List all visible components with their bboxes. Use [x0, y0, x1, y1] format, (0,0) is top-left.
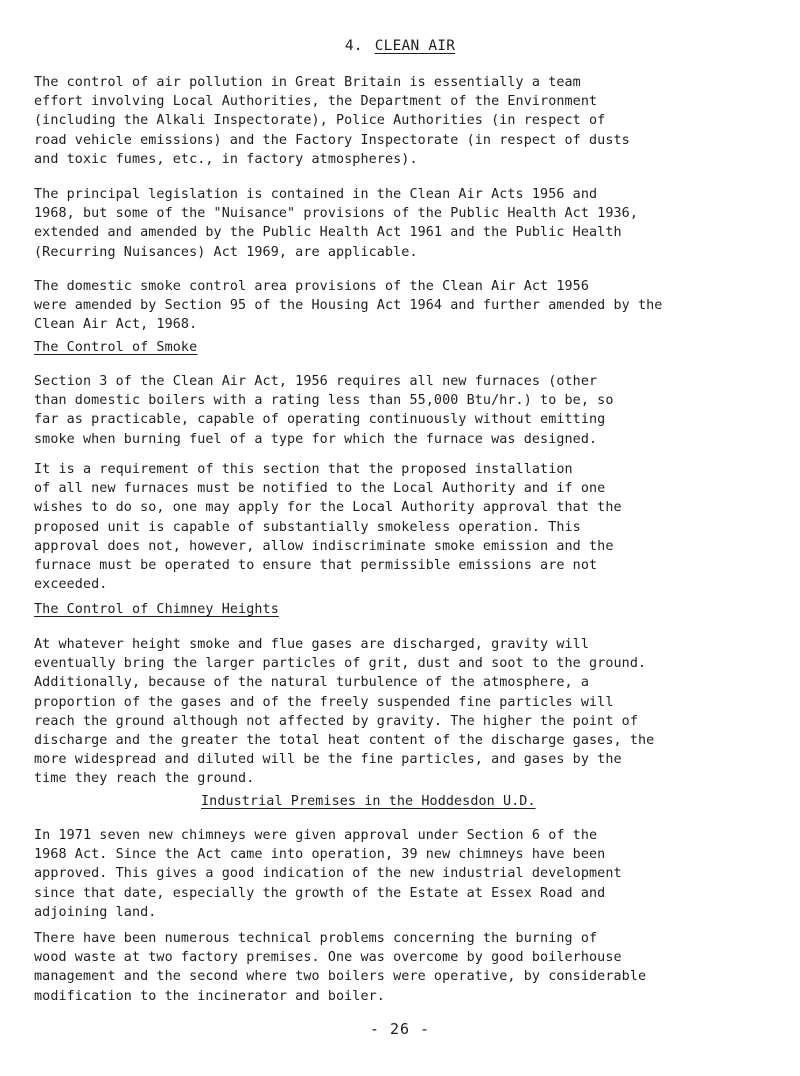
- smoke-paragraph-2: It is a requirement of this section that the proposed installation of all new furnaces must be notified to the Local Authority and if one wishes to do so, one may apply for the Local Authority approval that the proposed unit is capable of substantially smokeless operation. This approval does not, however, allow indiscriminate smoke emission and the furnace must be operated to ensure that permissible emissions are not exceeded.: [34, 462, 622, 593]
- chimney-paragraph-1: At whatever height smoke and flue gases are discharged, gravity will eventually bring the larger particles of grit, dust and soot to the ground. Additionally, because of the natural turbulence of the atmosphere, a proportion of the gases and of the freely suspended fine particles will reach the ground although not affected by gravity. The higher the point of discharge and the greater the total heat content of the discharge gases, the more widespread and diluted will be the fine particles, and gases by the time they reach the ground.: [34, 637, 655, 787]
- industrial-paragraph-1: In 1971 seven new chimneys were given approval under Section 6 of the 1968 Act. Since the Act came into operation, 39 new chimneys have been approved. This gives a good indication of the new industrial development since that date, especially the growth of the Estate at Essex Road and adjoining land.: [34, 828, 622, 920]
- section-number: 4.: [344, 38, 363, 54]
- section-title-text: CLEAN AIR: [374, 38, 456, 54]
- intro-paragraph-3: The domestic smoke control area provisions of the Clean Air Act 1956 were amended by Section 95 of the Housing Act 1964 and further amended by the Clean Air Act, 1968.: [34, 279, 663, 333]
- intro-paragraph-1: The control of air pollution in Great Britain is essentially a team effort involving Local Authorities, the Department of the Environment (including the Alkali Inspectorate), Police Authorities (in respect of road vehicle emissions) and the Factory Inspectorate (in respect of dusts and toxic fumes, etc., in factory atmospheres).: [34, 75, 630, 167]
- intro-paragraph-2: The principal legislation is contained in the Clean Air Acts 1956 and 1968, but some of the "Nuisance" provisions of the Public Health Act 1936, extended and amended by the Public Health Act 1961 and the Public Health (Recurring Nuisances) Act 1969, are applicable.: [34, 187, 638, 260]
- industrial-paragraph-2: There have been numerous technical problems concerning the burning of wood waste at two factory premises. One was overcome by good boilerhouse management and the second where two boilers were operative, by considerable modification to the incinerator and boiler.: [34, 931, 647, 1004]
- page-number: - 26 -: [369, 1020, 431, 1038]
- section-title: [0, 38, 800, 54]
- heading-control-of-chimney-heights: The Control of Chimney Heights: [34, 602, 279, 617]
- smoke-paragraph-1: Section 3 of the Clean Air Act, 1956 requires all new furnaces (other than domestic boilers with a rating less than 55,000 Btu/hr.) to be, so far as practicable, capable of operating continuously without emitting smoke when burning fuel of a type for which the furnace was designed.: [34, 374, 614, 447]
- heading-industrial-premises: Industrial Premises in the Hoddesdon U.D.: [201, 794, 536, 809]
- heading-control-of-smoke: The Control of Smoke: [34, 340, 198, 355]
